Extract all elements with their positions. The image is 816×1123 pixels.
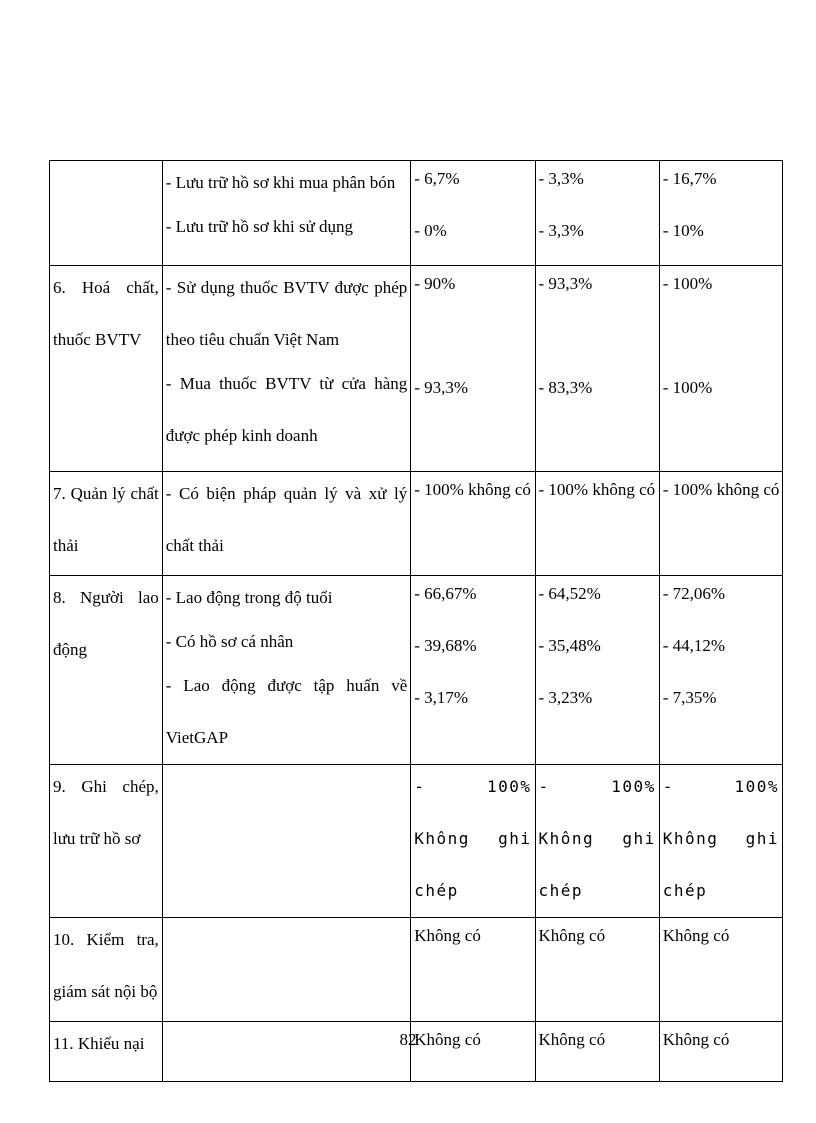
criteria-cell: [162, 161, 411, 266]
table-row: [50, 266, 783, 472]
value-cell-col1: [411, 765, 535, 918]
criteria-cell: [162, 576, 411, 765]
value-item: - 35,48%: [538, 636, 601, 655]
value-cell-col2: [535, 161, 659, 266]
table-row: [50, 576, 783, 765]
value-cell-col3: [659, 918, 782, 1022]
category-cell: [50, 472, 163, 576]
value-cell-col2: [535, 765, 659, 918]
category-text: 7. Quản lý chất thải: [53, 484, 159, 555]
criteria-item: - Có hồ sơ cá nhân: [165, 632, 294, 651]
table-row: [50, 918, 783, 1022]
value-item: Không có: [662, 926, 730, 945]
category-text: 6. Hoá chất, thuốc BVTV: [53, 278, 159, 349]
value-cell-col2: [535, 918, 659, 1022]
criteria-item: - Lao động được tập huấn về VietGAP: [165, 676, 408, 747]
value-item: - 100% Không ghi chép: [414, 777, 532, 900]
value-item: - 100%: [662, 274, 713, 293]
value-cell-col2: [535, 266, 659, 472]
table-body: [50, 161, 783, 1082]
value-cell-col3: [659, 161, 782, 266]
table-row: [50, 472, 783, 576]
criteria-item: - Sử dụng thuốc BVTV được phép theo tiêu chuẩn Việt Nam: [165, 278, 408, 349]
value-item: - 93,3%: [414, 378, 469, 397]
category-text: [53, 153, 159, 157]
value-item: Không có: [538, 1030, 606, 1049]
value-item: - 66,67%: [414, 584, 477, 603]
value-cell-col3: [659, 576, 782, 765]
criteria-cell: [162, 918, 411, 1022]
value-cell-col1: [411, 576, 535, 765]
value-item: - 90%: [414, 274, 456, 293]
value-item: Không có: [538, 926, 606, 945]
value-item: - 10%: [662, 221, 704, 240]
value-item: - 100% không có: [538, 480, 656, 499]
criteria-item: - Có biện pháp quản lý và xử lý chất thải: [165, 484, 408, 555]
criteria-cell: [162, 472, 411, 576]
value-item: Không có: [414, 926, 481, 945]
value-item: - 16,7%: [662, 169, 717, 188]
value-item: - 39,68%: [414, 636, 477, 655]
category-cell: [50, 765, 163, 918]
value-item: - 6,7%: [414, 169, 460, 188]
value-item: - 72,06%: [662, 584, 726, 603]
value-item: - 100% không có: [662, 480, 779, 499]
category-cell: [50, 266, 163, 472]
category-text: 8. Người lao động: [53, 588, 159, 659]
value-cell-col3: [659, 765, 782, 918]
value-cell-col1: [411, 472, 535, 576]
value-item: Không có: [662, 1030, 730, 1049]
value-cell-col3: [659, 472, 782, 576]
criteria-item: - Lưu trữ hồ sơ khi mua phân bón: [165, 173, 396, 192]
value-item: - 7,35%: [662, 688, 717, 707]
category-text: 9. Ghi chép, lưu trữ hồ sơ: [53, 777, 159, 848]
value-item: - 0%: [414, 221, 447, 240]
criteria-item: - Lưu trữ hồ sơ khi sử dụng: [165, 217, 354, 236]
value-item: - 93,3%: [538, 274, 593, 293]
value-cell-col1: [411, 918, 535, 1022]
category-cell: [50, 161, 163, 266]
criteria-cell: [162, 765, 411, 918]
category-cell: [50, 576, 163, 765]
page-number: 82: [399, 1030, 417, 1049]
value-cell-col1: [411, 161, 535, 266]
value-item: - 3,3%: [538, 221, 584, 240]
data-table: [49, 160, 783, 1082]
value-item: - 100% Không ghi chép: [538, 777, 656, 900]
criteria-cell: [162, 266, 411, 472]
category-cell: [50, 918, 163, 1022]
value-cell-col3: [659, 266, 782, 472]
category-text: 11. Khiếu nại: [53, 1034, 145, 1053]
value-item: - 100% Không ghi chép: [662, 777, 779, 900]
criteria-item: - Mua thuốc BVTV từ cửa hàng được phép kinh doanh: [165, 374, 408, 445]
value-item: - 3,23%: [538, 688, 593, 707]
table-row: [50, 161, 783, 266]
value-item: - 3,17%: [414, 688, 469, 707]
value-item: - 3,3%: [538, 169, 584, 188]
table-row: [50, 765, 783, 918]
criteria-item: - Lao động trong độ tuổi: [165, 588, 333, 607]
value-item: - 100% không có: [414, 480, 531, 499]
value-item: - 100%: [662, 378, 713, 397]
value-cell-col2: [535, 472, 659, 576]
value-cell-col1: [411, 266, 535, 472]
value-cell-col2: [535, 576, 659, 765]
category-text: 10. Kiểm tra, giám sát nội bộ: [53, 930, 159, 1001]
value-item: - 44,12%: [662, 636, 726, 655]
value-item: - 64,52%: [538, 584, 601, 603]
value-item: Không có: [414, 1030, 481, 1049]
value-item: - 83,3%: [538, 378, 593, 397]
